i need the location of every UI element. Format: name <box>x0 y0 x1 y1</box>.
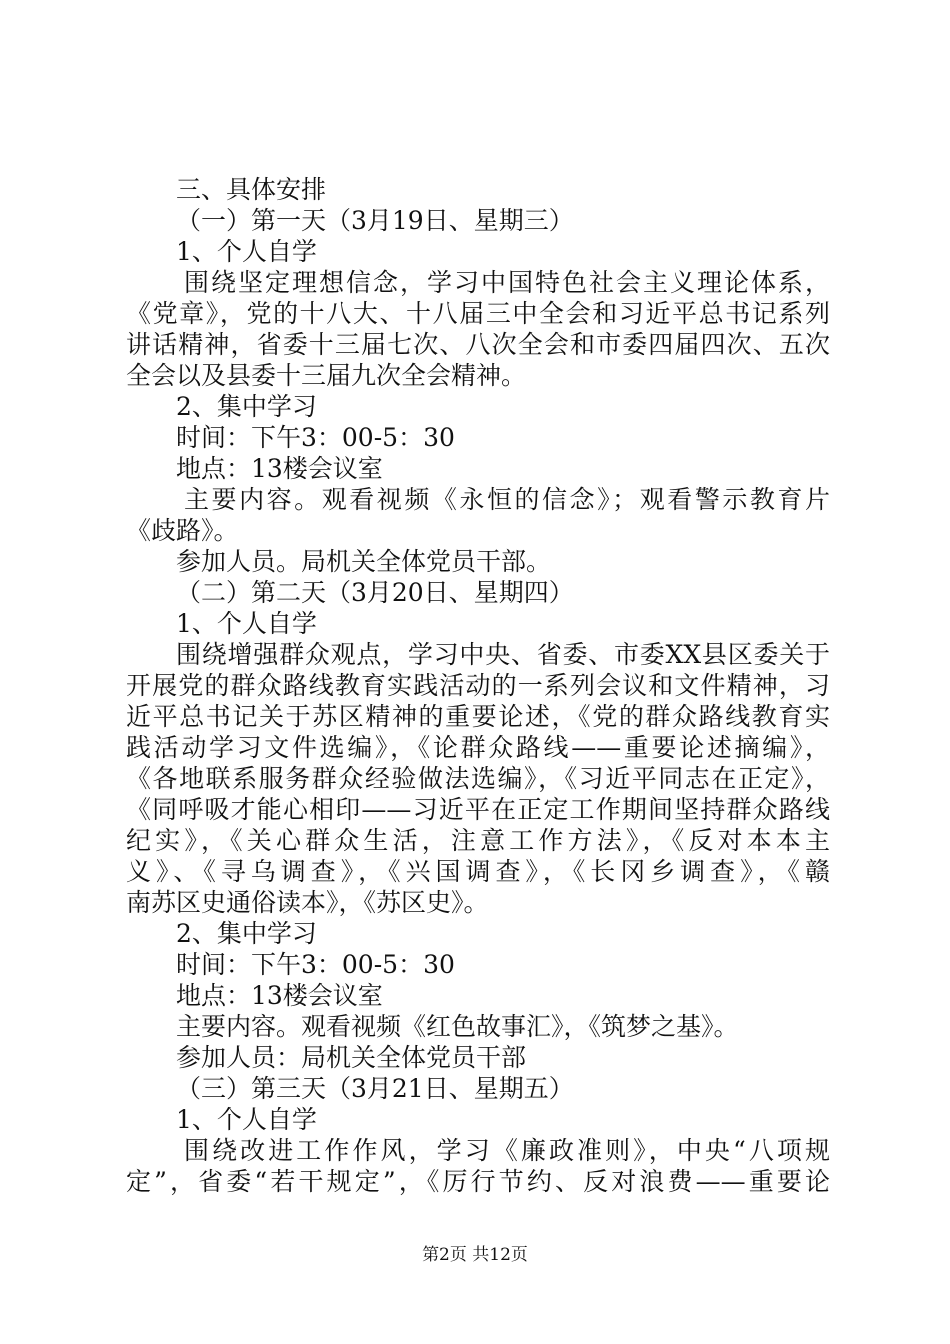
text-line: 主要内容。观看视频《永恒的信念》；观看警示教育片 <box>184 485 830 514</box>
text-line: 《歧路》。 <box>126 516 239 545</box>
text-line: 参加人员。局机关全体党员干部。 <box>176 547 552 576</box>
text-line: 义》、《寻乌调查》，《兴国调查》，《长冈乡调查》，《赣 <box>126 857 830 886</box>
document-body <box>126 174 830 1197</box>
text-line: 1、个人自学 <box>176 237 317 266</box>
text-line: 时间：下午3：00-5：30 <box>176 950 455 979</box>
text-line: 三、具体安排 <box>176 175 327 204</box>
text-line: 全会以及县委十三届九次全会精神。 <box>126 361 527 390</box>
text-line: 1、个人自学 <box>176 1105 317 1134</box>
text-line: 讲话精神，省委十三届七次、八次全会和市委四届四次、五次 <box>126 330 830 359</box>
text-line: 《同呼吸才能心相印——习近平在正定工作期间坚持群众路线 <box>126 795 830 824</box>
text-line: 南苏区史通俗读本》，《苏区史》。 <box>126 888 489 917</box>
text-line: （一）第一天（3月19日、星期三） <box>176 206 574 235</box>
text-line: 参加人员：局机关全体党员干部 <box>176 1043 527 1072</box>
text-line: 《党章》，党的十八大、十八届三中全会和习近平总书记系列 <box>126 299 830 328</box>
text-line: 《各地联系服务群众经验做法选编》，《习近平同志在正定》， <box>126 764 830 793</box>
text-line: 近平总书记关于苏区精神的重要论述，《党的群众路线教育实 <box>126 702 830 731</box>
text-line: 践活动学习文件选编》，《论群众路线——重要论述摘编》， <box>126 733 830 762</box>
text-line: 围绕改进工作作风，学习《廉政准则》，中央“八项规 <box>184 1136 830 1165</box>
text-line: 地点：13楼会议室 <box>176 454 383 483</box>
text-line: 地点：13楼会议室 <box>176 981 383 1010</box>
text-line: 2、集中学习 <box>176 919 317 948</box>
text-line: 定”，省委“若干规定”，《厉行节约、反对浪费——重要论 <box>126 1167 830 1196</box>
text-line: 主要内容。观看视频《红色故事汇》，《筑梦之基》。 <box>176 1012 739 1041</box>
page-footer: 第2页 共12页 <box>422 1245 528 1265</box>
text-line: 2、集中学习 <box>176 392 317 421</box>
text-line: （三）第三天（3月21日、星期五） <box>176 1074 574 1103</box>
text-line: 围绕增强群众观点，学习中央、省委、市委XX县区委关于 <box>176 640 830 669</box>
text-line: 围绕坚定理想信念，学习中国特色社会主义理论体系， <box>184 268 830 297</box>
text-line: 1、个人自学 <box>176 609 317 638</box>
text-line: 开展党的群众路线教育实践活动的一系列会议和文件精神，习 <box>126 671 830 700</box>
text-line: （二）第二天（3月20日、星期四） <box>176 578 574 607</box>
text-line: 时间：下午3：00-5：30 <box>176 423 455 452</box>
text-line: 纪实》，《关心群众生活，注意工作方法》，《反对本本主 <box>126 826 830 855</box>
